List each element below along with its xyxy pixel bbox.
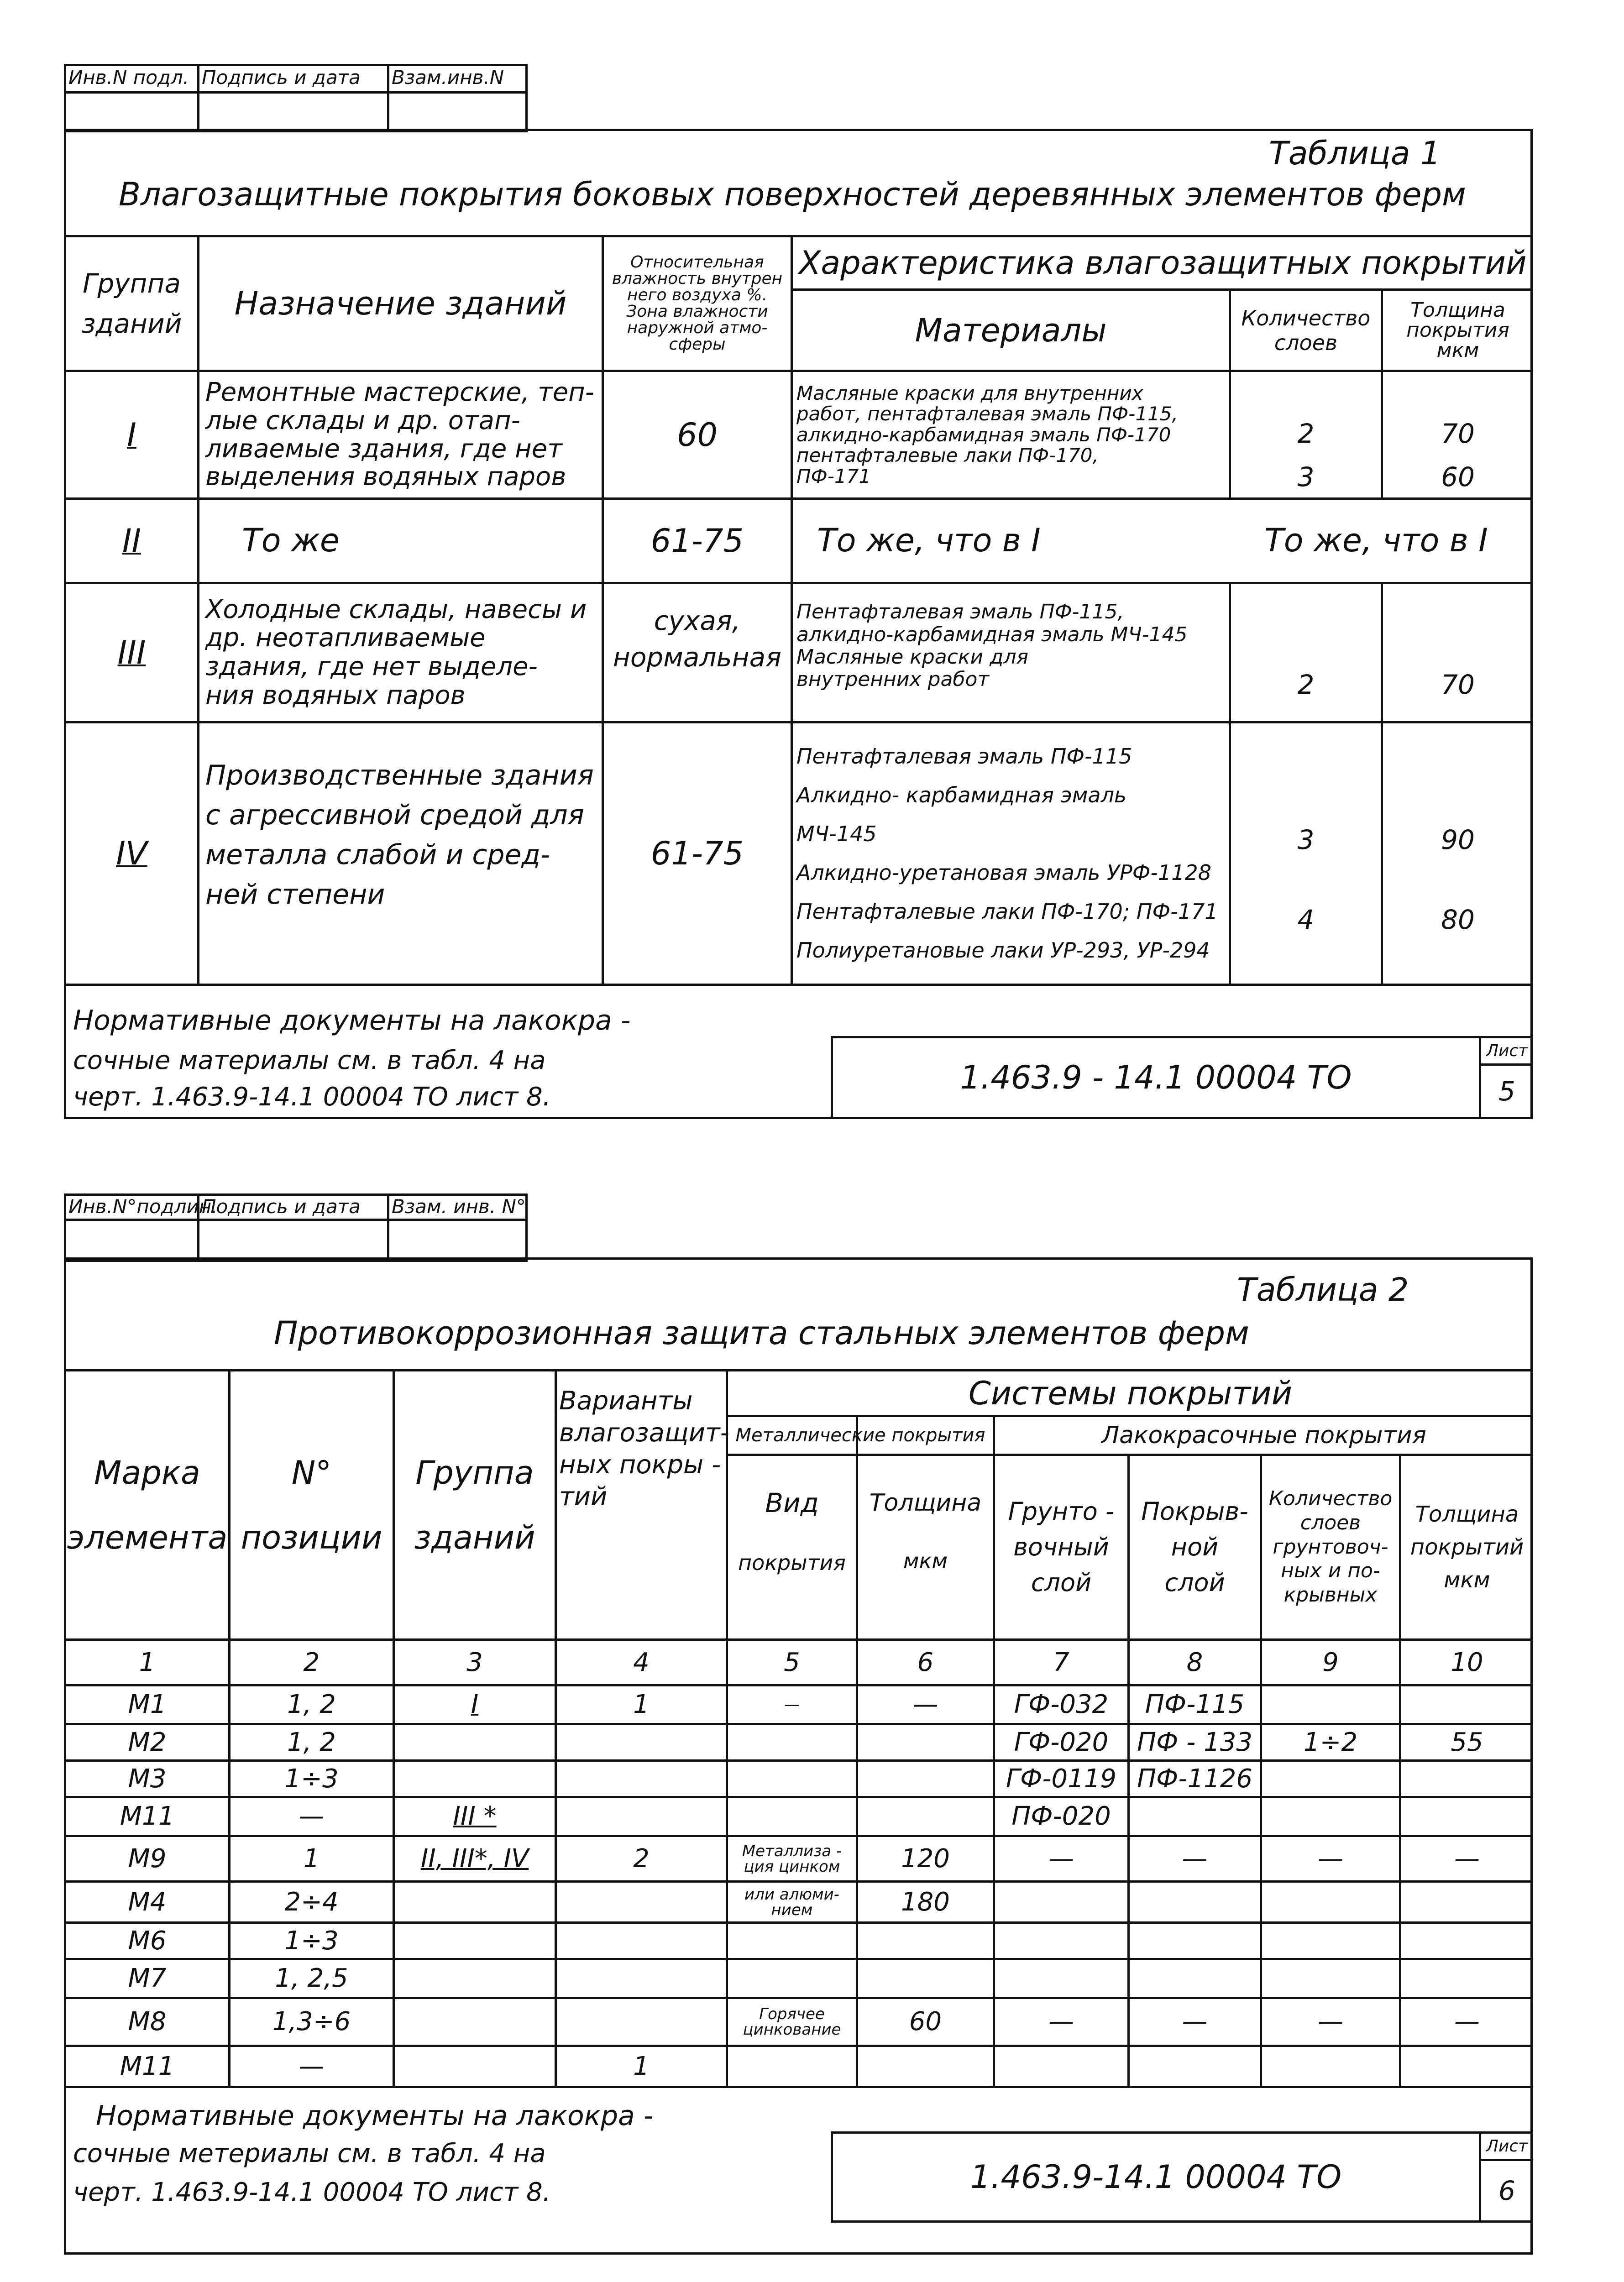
t1-row1-group: I <box>127 416 136 454</box>
t1-row2-humidity: 61-75 <box>650 522 744 560</box>
t2-header-mark-1: Марка <box>94 1454 200 1492</box>
t1-row2-group: II <box>122 522 141 560</box>
stamp-sign-label: Подпись и дата <box>202 66 361 89</box>
t2-row7-position: 1÷3 <box>284 1926 339 1956</box>
t1-header-humidity-2: влажность внутрен <box>612 269 783 288</box>
t2-row6-position: 2÷4 <box>284 1887 339 1917</box>
t1-header-humidity-4: Зона влажности <box>626 302 768 321</box>
t2-row4-group: III * <box>453 1801 497 1831</box>
t2-col-number-3: 3 <box>466 1647 483 1677</box>
t2-row5-mark: М9 <box>128 1843 167 1874</box>
t2-row5-variant: 2 <box>633 1843 650 1874</box>
t2-header-variants-1: Варианты <box>559 1386 693 1416</box>
t1-row4-purpose-1: Производственные здания <box>205 759 594 791</box>
t2-header-layers-3: грунтовоч- <box>1273 1535 1388 1559</box>
t1-sheet-label: Лист <box>1486 1042 1528 1060</box>
stamp2-inv-label: Инв.N°подлин. <box>68 1195 218 1218</box>
t2-row1-kind: — <box>784 1696 800 1714</box>
t2-row5-group: II, III*, IV <box>420 1843 529 1874</box>
t1-row1-material-4: пентафталевые лаки ПФ-170, <box>796 444 1099 467</box>
t1-header-characteristics: Характеристика влагозащитных покрытий <box>799 244 1527 282</box>
t2-header-topcoat-2: ной <box>1171 1532 1219 1561</box>
t1-header-group-2: зданий <box>81 308 182 339</box>
t1-row4-humidity: 61-75 <box>650 835 744 872</box>
t1-header-humidity-5: наружной атмо- <box>627 319 768 337</box>
t1-doc-code: 1.463.9 - 14.1 00004 ТО <box>960 1059 1352 1096</box>
t2-row4-position: — <box>299 1801 325 1831</box>
t1-row3-humidity-2: нормальная <box>613 642 782 673</box>
t1-header-materials: Материалы <box>915 311 1107 349</box>
t1-row1-layers-b: 3 <box>1297 461 1315 492</box>
t2-header-position-1: N° <box>291 1454 332 1492</box>
t2-col-number-8: 8 <box>1186 1647 1203 1677</box>
t2-header-mark-2: элемента <box>67 1518 228 1556</box>
t2-row3-primer: ГФ-0119 <box>1006 1764 1117 1794</box>
stamp-inv-label: Инв.N подл. <box>68 66 189 89</box>
t2-row9-layers: — <box>1318 2007 1343 2036</box>
t2-header-paint-thickness-3: мкм <box>1444 1567 1490 1593</box>
t2-row9-position: 1,3÷6 <box>272 2007 351 2036</box>
t1-row3-thickness: 70 <box>1441 669 1475 700</box>
t2-row6-metal-thickness: 180 <box>901 1887 950 1917</box>
t2-header-topcoat-3: слой <box>1164 1568 1225 1597</box>
t2-sheet-number: 6 <box>1498 2175 1515 2206</box>
t2-row5-paint-thickness: — <box>1454 1843 1480 1874</box>
t2-header-layers-4: ных и по- <box>1281 1559 1380 1583</box>
t1-row1-purpose-4: выделения водяных паров <box>205 462 566 492</box>
t2-header-paint: Лакокрасочные покрытия <box>1101 1422 1426 1449</box>
t1-header-purpose: Назначение зданий <box>234 285 567 322</box>
t1-sheet-number: 5 <box>1498 1076 1515 1107</box>
t1-header-thickness-3: мкм <box>1436 338 1479 362</box>
t2-header-kind-1: Вид <box>765 1487 819 1518</box>
t1-row4-material-5: Пентафталевые лаки ПФ-170; ПФ-171 <box>796 899 1218 924</box>
t2-row6-mark: М4 <box>128 1887 167 1917</box>
t2-row9-mark: М8 <box>128 2007 167 2036</box>
t2-row3-mark: М3 <box>128 1764 167 1794</box>
t2-row5-metal-thickness: 120 <box>901 1843 950 1874</box>
t2-row2-layers: 1÷2 <box>1303 1727 1358 1757</box>
t2-row4-mark: М11 <box>120 1801 175 1831</box>
t2-row9-kind: Горячее цинкование <box>743 2005 841 2039</box>
t2-header-paint-thickness-1: Толщина <box>1415 1502 1519 1527</box>
t2-row2-primer: ГФ-020 <box>1014 1727 1109 1757</box>
t2-header-layers-5: крывных <box>1283 1583 1378 1607</box>
t2-row5-position: 1 <box>303 1843 320 1874</box>
t2-row2-mark: М2 <box>128 1727 167 1757</box>
t1-row3-material-3: Масляные краски для <box>796 645 1029 669</box>
t2-sheet-label: Лист <box>1486 2137 1528 2156</box>
t1-row1-purpose-3: ливаемые здания, где нет <box>205 434 562 464</box>
t1-header-group-1: Группа <box>83 268 181 299</box>
t2-row1-topcoat: ПФ-115 <box>1145 1690 1245 1719</box>
t1-row3-material-2: алкидно-карбамидная эмаль МЧ-145 <box>796 623 1188 646</box>
t1-header-humidity-6: сферы <box>669 335 726 354</box>
t1-row4-layers-b: 4 <box>1297 904 1315 935</box>
t2-col-number-6: 6 <box>917 1647 934 1677</box>
t1-row1-material-2: работ, пентафталевая эмаль ПФ-115, <box>796 403 1178 425</box>
t2-row10-variant: 1 <box>633 2051 650 2081</box>
t2-row3-position: 1÷3 <box>284 1764 339 1794</box>
t2-row5-topcoat: — <box>1182 1843 1208 1874</box>
t1-header-thickness-1: Толщина <box>1410 298 1505 322</box>
t1-row1-purpose-1: Ремонтные мастерские, теп- <box>205 377 594 408</box>
t2-col-number-9: 9 <box>1322 1647 1339 1677</box>
t1-row3-material-1: Пентафталевая эмаль ПФ-115, <box>796 600 1124 624</box>
t2-header-topcoat-1: Покрыв- <box>1141 1497 1248 1526</box>
t1-row2-same-note: То же, что в I <box>1264 522 1488 559</box>
t1-row1-humidity: 60 <box>676 416 718 454</box>
t1-row1-purpose-2: лые склады и др. отап- <box>205 405 520 435</box>
t1-row4-material-6: Полиуретановые лаки УР-293, УР-294 <box>796 938 1210 963</box>
t2-header-metal-thickness-2: мкм <box>903 1549 948 1573</box>
t2-row1-group: I <box>471 1690 479 1719</box>
t1-row1-thickness-b: 60 <box>1441 461 1475 492</box>
t2-row1-position: 1, 2 <box>287 1690 336 1719</box>
t2-col-number-2: 2 <box>303 1647 320 1677</box>
t2-header-position-2: позиции <box>241 1518 382 1556</box>
t2-row5-primer: — <box>1048 1843 1074 1874</box>
t2-row3-topcoat: ПФ-1126 <box>1137 1764 1253 1794</box>
t1-row3-layers: 2 <box>1297 669 1315 700</box>
t2-col-number-7: 7 <box>1053 1647 1069 1677</box>
t2-row10-mark: М11 <box>120 2051 175 2081</box>
t2-header-variants-3: ных покры - <box>559 1450 721 1480</box>
t2-row9-topcoat: — <box>1182 2007 1208 2036</box>
t1-header-layers-1: Количество <box>1241 305 1371 330</box>
t1-row4-thickness-b: 80 <box>1441 904 1475 935</box>
t2-header-kind-2: покрытия <box>738 1550 846 1575</box>
t2-row9-metal-thickness: 60 <box>909 2007 942 2036</box>
t1-row4-material-2: Алкидно- карбамидная эмаль <box>796 782 1127 807</box>
t2-header-primer-3: слой <box>1031 1568 1092 1597</box>
t1-row1-material-3: алкидно-карбамидная эмаль ПФ-170 <box>796 423 1171 446</box>
t1-row3-humidity-1: сухая, <box>654 605 741 636</box>
t2-header-metal-thickness-1: Толщина <box>869 1489 982 1517</box>
t2-row2-paint-thickness: 55 <box>1451 1727 1483 1757</box>
t1-row1-material-5: ПФ-171 <box>796 465 871 487</box>
table-1-title: Влагозащитные покрытия боковых поверхностей деревянных элементов ферм <box>119 176 1466 213</box>
t2-row1-metal-thickness: — <box>912 1690 938 1719</box>
t1-header-thickness-2: покрытия <box>1406 318 1509 342</box>
t1-note-3: черт. 1.463.9-14.1 00004 ТО лист 8. <box>73 1082 551 1112</box>
t1-row3-group: III <box>117 634 146 671</box>
t2-col-number-1: 1 <box>139 1647 156 1677</box>
t1-row1-material-1: Масляные краски для внутренних <box>796 382 1143 405</box>
t2-header-primer-1: Грунто - <box>1008 1497 1115 1526</box>
t2-header-layers-2: слоев <box>1300 1511 1361 1534</box>
t2-note-2: сочные метериалы см. в табл. 4 на <box>73 2139 546 2168</box>
table-2-label: Таблица 2 <box>1237 1271 1409 1308</box>
t2-row1-mark: М1 <box>128 1690 167 1719</box>
t1-row2-materials: То же, что в I <box>817 522 1041 559</box>
t2-row9-primer: — <box>1048 2007 1074 2036</box>
t2-note-3: черт. 1.463.9-14.1 00004 ТО лист 8. <box>73 2177 551 2207</box>
t1-row1-layers-a: 2 <box>1297 418 1315 449</box>
t2-header-group-2: зданий <box>414 1518 535 1556</box>
stamp2-replace-label: Взам. инв. N° <box>392 1195 526 1218</box>
t2-doc-code: 1.463.9-14.1 00004 ТО <box>970 2158 1342 2196</box>
t1-row4-purpose-2: с агрессивной средой для <box>205 799 584 831</box>
t1-row4-material-1: Пентафталевая эмаль ПФ-115 <box>796 743 1132 769</box>
t1-header-humidity-1: Относительная <box>630 253 764 272</box>
stamp2-sign-label: Подпись и дата <box>202 1195 361 1218</box>
t2-col-number-10: 10 <box>1451 1647 1483 1677</box>
t1-row4-purpose-3: металла слабой и сред- <box>205 839 550 871</box>
t2-row5-layers: — <box>1318 1843 1343 1874</box>
t2-header-metal: Металлические покрытия <box>735 1425 985 1446</box>
t2-row4-primer: ПФ-020 <box>1011 1801 1111 1831</box>
table-2-title: Противокоррозионная защита стальных элементов ферм <box>274 1314 1249 1352</box>
t1-row2-purpose: То же <box>242 522 340 559</box>
t2-header-variants-4: тий <box>559 1482 608 1512</box>
t2-row10-position: — <box>299 2051 325 2081</box>
t2-row8-position: 1, 2,5 <box>275 1963 348 1993</box>
t2-col-number-4: 4 <box>633 1647 650 1677</box>
t2-row8-mark: М7 <box>128 1963 167 1993</box>
t1-row4-thickness-a: 90 <box>1441 824 1475 855</box>
t1-note-1: Нормативные документы на лакокра - <box>73 1005 631 1036</box>
table-1-label: Таблица 1 <box>1269 135 1441 172</box>
t1-header-layers-2: слоев <box>1274 330 1338 355</box>
t2-col-number-5: 5 <box>784 1647 800 1677</box>
t1-row1-thickness-a: 70 <box>1441 418 1475 449</box>
t1-row4-purpose-4: ней степени <box>205 879 385 911</box>
t2-row7-mark: М6 <box>128 1926 167 1956</box>
t2-header-layers-1: Количество <box>1268 1487 1393 1510</box>
t2-header-primer-2: вочный <box>1013 1532 1109 1561</box>
t1-row3-purpose-4: ния водяных паров <box>205 680 466 710</box>
t1-header-humidity-3: него воздуха %. <box>627 286 768 304</box>
t1-row3-material-4: внутренних работ <box>796 668 990 691</box>
t2-row9-paint-thickness: — <box>1454 2007 1480 2036</box>
t2-note-1: Нормативные документы на лакокра - <box>96 2100 654 2132</box>
t1-note-2: сочные материалы см. в табл. 4 на <box>73 1046 546 1075</box>
t2-row1-primer: ГФ-032 <box>1014 1690 1109 1719</box>
t1-row4-layers-a: 3 <box>1297 824 1315 855</box>
t2-header-systems: Системы покрытий <box>968 1374 1293 1412</box>
t2-row2-position: 1, 2 <box>287 1727 336 1757</box>
t1-row3-purpose-3: здания, где нет выделе- <box>205 652 538 681</box>
t2-row6-kind: или алюми- нием <box>744 1885 839 1919</box>
t1-row3-purpose-1: Холодные склады, навесы и <box>205 594 587 624</box>
t2-row5-kind: Металлиза - ция цинком <box>742 1842 842 1876</box>
t2-header-group-1: Группа <box>415 1454 534 1492</box>
t2-row2-topcoat: ПФ - 133 <box>1137 1727 1252 1757</box>
t2-header-paint-thickness-2: покрытий <box>1410 1534 1524 1560</box>
t1-row4-material-3: МЧ-145 <box>796 821 877 846</box>
t2-header-variants-2: влагозащит- <box>559 1418 729 1448</box>
t1-row4-group: IV <box>116 835 147 872</box>
t2-row1-variant: 1 <box>633 1690 650 1719</box>
stamp-replace-label: Взам.инв.N <box>392 66 504 89</box>
t1-row4-material-4: Алкидно-уретановая эмаль УРФ-1128 <box>796 860 1211 885</box>
t1-row3-purpose-2: др. неотапливаемые <box>205 623 486 653</box>
